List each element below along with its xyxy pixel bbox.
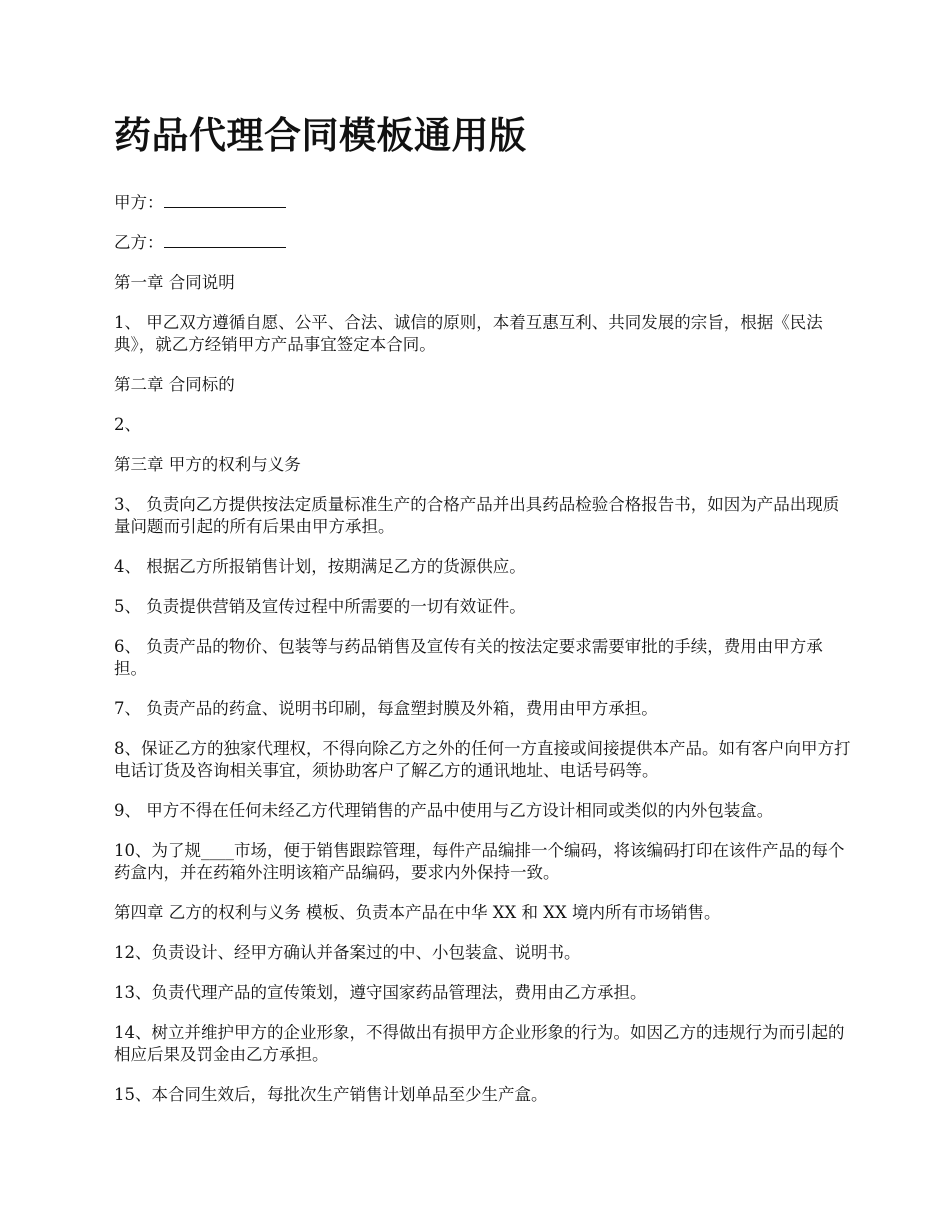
clause-1: 1、 甲乙双方遵循自愿、公平、合法、诚信的原则，本着互惠互利、共同发展的宗旨，根据《民法典》，就乙方经销甲方产品事宜签定本合同。 (114, 313, 823, 354)
party-a-blank (164, 192, 286, 208)
clause-8: 8、保证乙方的独家代理权，不得向除乙方之外的任何一方直接或间接提供本产品。如有客户向甲方打电话订货及咨询相关事宜，须协助客户了解乙方的通讯地址、电话号码等。 (114, 739, 851, 780)
clause-3: 3、 负责向乙方提供按法定质量标准生产的合格产品并出具药品检验合格报告书，如因为产品出现质量问题而引起的所有后果由甲方承担。 (114, 495, 840, 536)
clause-15: 15、本合同生效后，每批次生产销售计划单品至少生产盒。 (114, 1085, 548, 1104)
document-page (114, 108, 854, 1124)
chapter-4-heading: 第四章 乙方的权利与义务 模板、负责本产品在中华 XX 和 XX 境内所有市场销售。 (114, 903, 721, 922)
clause-10: 10、为了规____市场，便于销售跟踪管理，每件产品编排一个编码，将该编码打印在该件产品的每个药盒内，并在药箱外注明该箱产品编码，要求内外保持一致。 (114, 841, 845, 882)
clause-5: 5、 负责提供营销及宣传过程中所需要的一切有效证件。 (114, 597, 526, 616)
party-b-label: 乙方： (114, 233, 164, 252)
party-a-line (114, 192, 854, 214)
clause-9: 9、 甲方不得在任何未经乙方代理销售的产品中使用与乙方设计相同或类似的内外包装盒。 (114, 801, 774, 820)
party-a-label: 甲方： (114, 193, 164, 212)
clause-6: 6、 负责产品的物价、包装等与药品销售及宣传有关的按法定要求需要审批的手续，费用由甲方承担。 (114, 637, 823, 678)
chapter-1-heading: 第一章 合同说明 (114, 273, 235, 292)
document-title: 药品代理合同模板通用版 (114, 113, 527, 157)
chapter-3-heading: 第三章 甲方的权利与义务 (114, 455, 301, 474)
clause-4: 4、 根据乙方所报销售计划，按期满足乙方的货源供应。 (114, 557, 526, 576)
chapter-2-heading: 第二章 合同标的 (114, 375, 235, 394)
clause-13: 13、负责代理产品的宣传策划，遵守国家药品管理法，费用由乙方承担。 (114, 983, 647, 1002)
clause-12: 12、负责设计、经甲方确认并备案过的中、小包装盒、说明书。 (114, 943, 581, 962)
clause-14: 14、树立并维护甲方的企业形象，不得做出有损甲方企业形象的行为。如因乙方的违规行为而引起的相应后果及罚金由乙方承担。 (114, 1023, 845, 1064)
clause-2: 2、 (114, 415, 141, 434)
party-b-line (114, 232, 854, 254)
party-b-blank (164, 232, 286, 248)
clause-7: 7、 负责产品的药盒、说明书印刷，每盒塑封膜及外箱，费用由甲方承担。 (114, 699, 658, 718)
